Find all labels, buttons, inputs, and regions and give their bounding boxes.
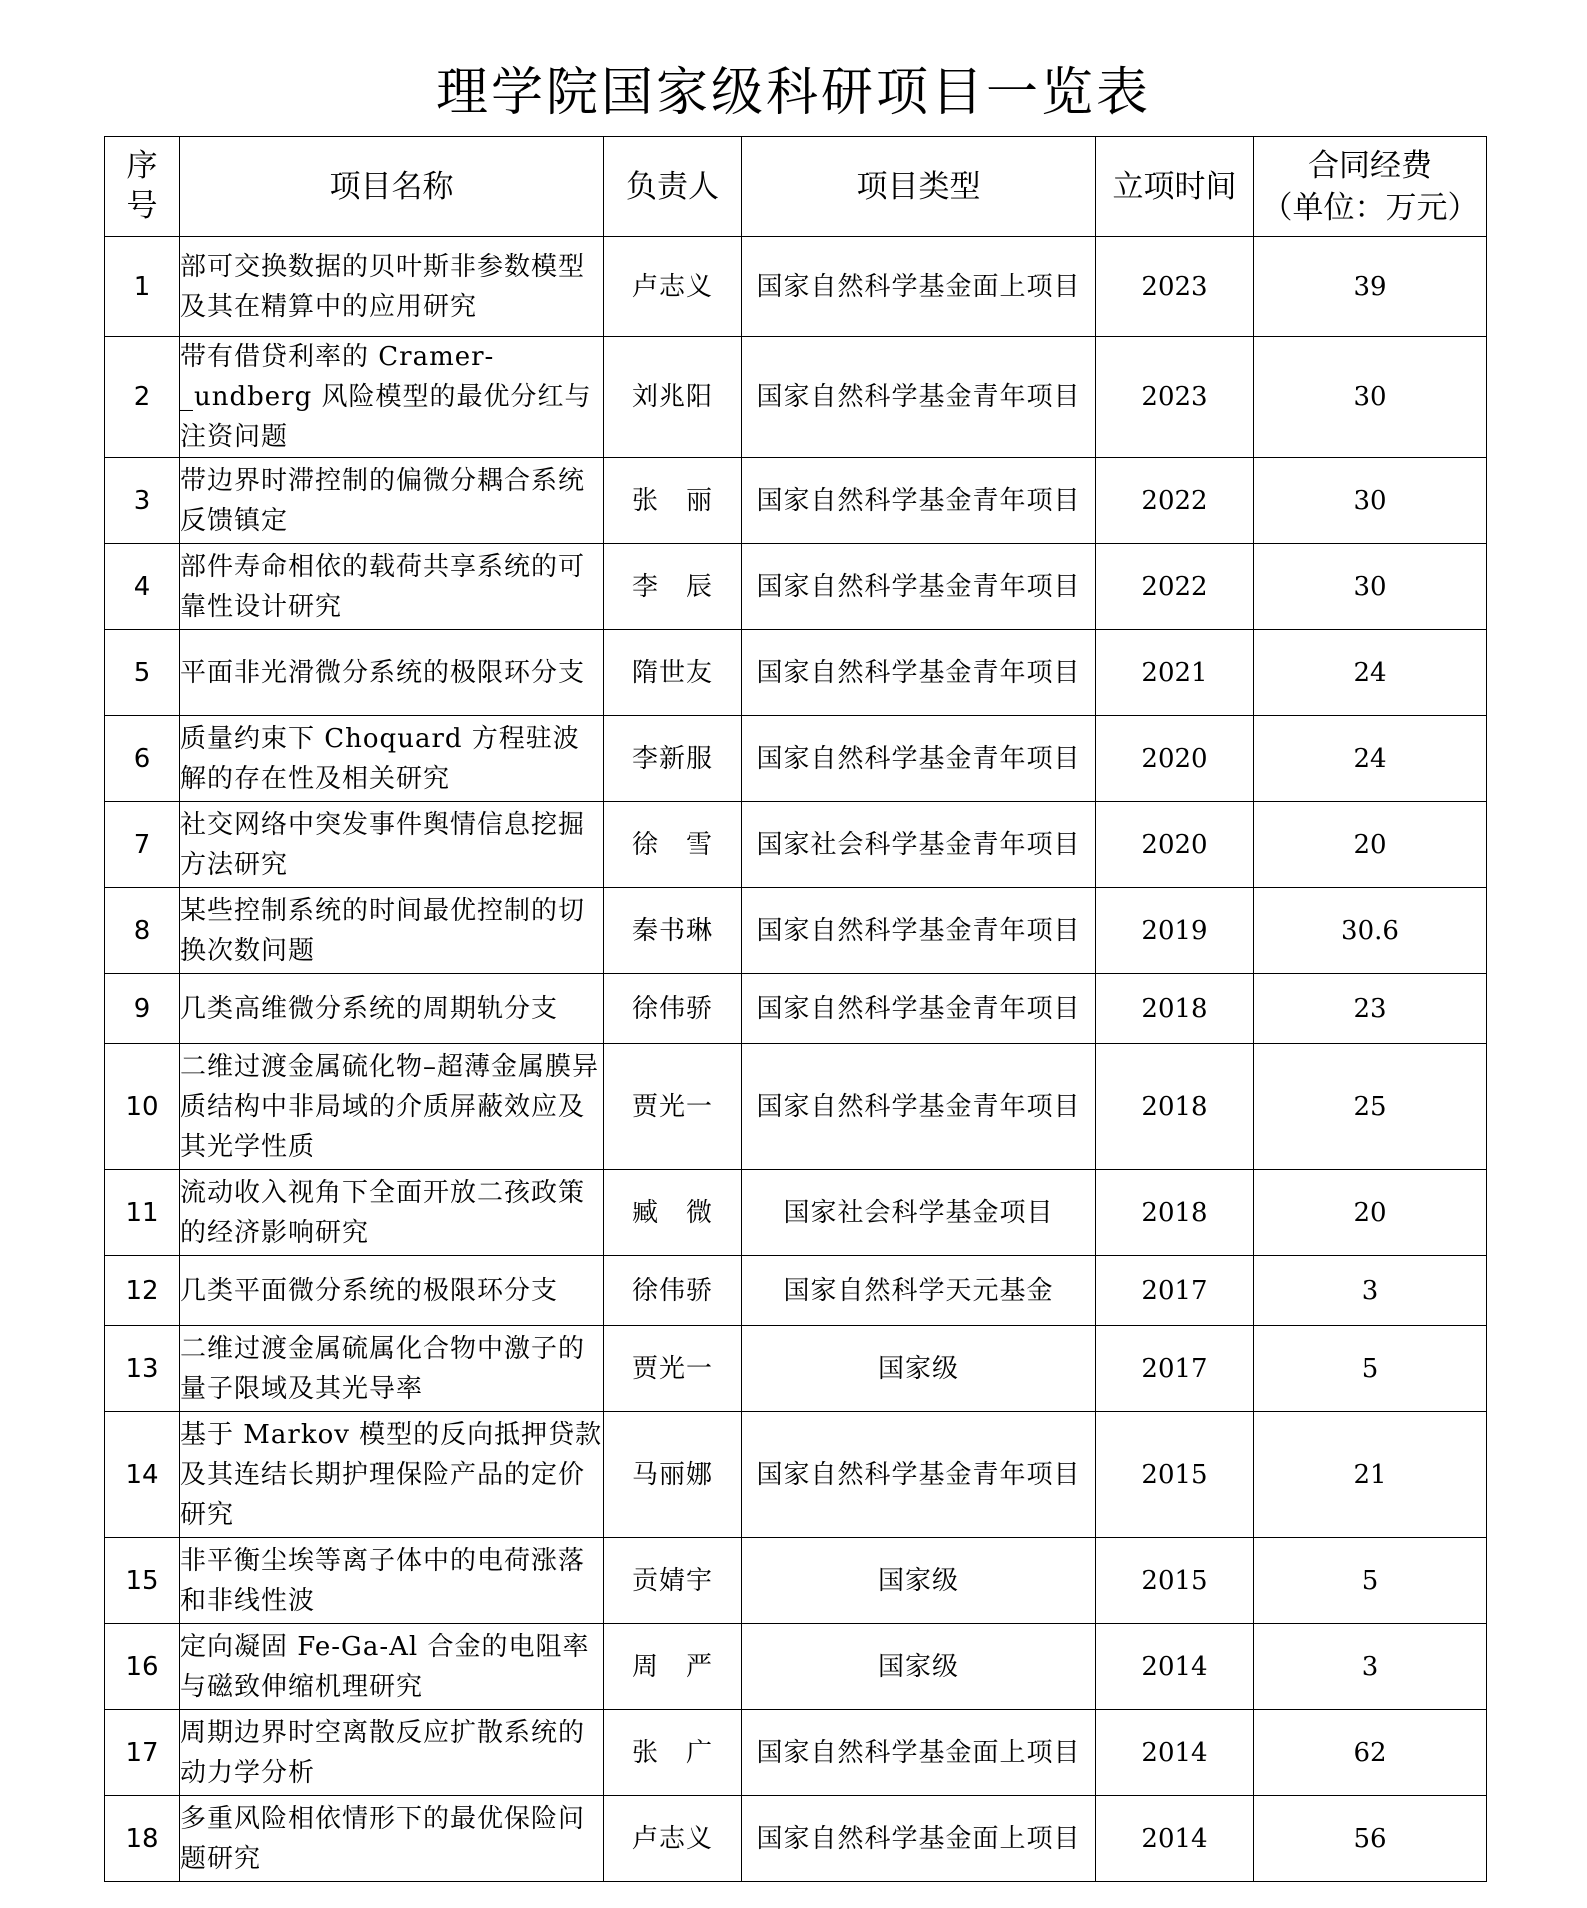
table-row <box>105 974 1487 1044</box>
cell-funding: 5 <box>1254 1538 1487 1624</box>
table-row <box>105 1412 1487 1538</box>
cell-funding: 30.6 <box>1254 888 1487 974</box>
cell-no: 17 <box>105 1710 180 1796</box>
cell-leader: 徐伟骄 <box>604 974 742 1044</box>
cell-year: 2019 <box>1096 888 1254 974</box>
header-year: 立项时间 <box>1096 137 1254 237</box>
cell-project-name: 基于 Markov 模型的反向抵押贷款及其连结长期护理保险产品的定价研究 <box>180 1412 604 1538</box>
cell-project-name: 部可交换数据的贝叶斯非参数模型及其在精算中的应用研究 <box>180 237 604 337</box>
cell-project-type: 国家自然科学基金青年项目 <box>742 974 1096 1044</box>
cell-no: 14 <box>105 1412 180 1538</box>
cell-leader: 贡婧宇 <box>604 1538 742 1624</box>
page-title: 理学院国家级科研项目一览表 <box>435 63 1151 123</box>
cell-no: 18 <box>105 1796 180 1882</box>
cell-project-name: 带有借贷利率的 Cramer-_undberg 风险模型的最优分红与注资问题 <box>180 337 604 458</box>
cell-no: 8 <box>105 888 180 974</box>
cell-no: 10 <box>105 1044 180 1170</box>
table-row <box>105 1326 1487 1412</box>
table-row <box>105 802 1487 888</box>
table-row <box>105 1044 1487 1170</box>
cell-project-type: 国家自然科学基金面上项目 <box>742 1796 1096 1882</box>
cell-no: 15 <box>105 1538 180 1624</box>
cell-project-type: 国家自然科学基金青年项目 <box>742 337 1096 458</box>
cell-funding: 20 <box>1254 1170 1487 1256</box>
cell-year: 2018 <box>1096 1044 1254 1170</box>
table-row <box>105 458 1487 544</box>
cell-funding: 39 <box>1254 237 1487 337</box>
table-row <box>105 337 1487 458</box>
cell-year: 2023 <box>1096 237 1254 337</box>
cell-no: 13 <box>105 1326 180 1412</box>
table-row <box>105 1624 1487 1710</box>
header-leader: 负责人 <box>604 137 742 237</box>
cell-project-name: 某些控制系统的时间最优控制的切换次数问题 <box>180 888 604 974</box>
header-funding <box>1254 137 1487 237</box>
cell-no: 7 <box>105 802 180 888</box>
cell-year: 2015 <box>1096 1538 1254 1624</box>
cell-leader: 张 广 <box>604 1710 742 1796</box>
cell-year: 2023 <box>1096 337 1254 458</box>
cell-project-type: 国家级 <box>742 1538 1096 1624</box>
header-type: 项目类型 <box>742 137 1096 237</box>
table-row <box>105 1796 1487 1882</box>
cell-year: 2017 <box>1096 1326 1254 1412</box>
cell-project-type: 国家自然科学基金青年项目 <box>742 458 1096 544</box>
cell-leader: 卢志义 <box>604 237 742 337</box>
cell-funding: 56 <box>1254 1796 1487 1882</box>
table-row <box>105 237 1487 337</box>
cell-year: 2022 <box>1096 458 1254 544</box>
cell-leader: 李 辰 <box>604 544 742 630</box>
cell-project-name: 流动收入视角下全面开放二孩政策的经济影响研究 <box>180 1170 604 1256</box>
cell-funding: 3 <box>1254 1256 1487 1326</box>
cell-no: 1 <box>105 237 180 337</box>
cell-year: 2015 <box>1096 1412 1254 1538</box>
cell-project-name: 非平衡尘埃等离子体中的电荷涨落和非线性波 <box>180 1538 604 1624</box>
cell-project-name: 多重风险相依情形下的最优保险问题研究 <box>180 1796 604 1882</box>
cell-project-name: 几类高维微分系统的周期轨分支 <box>180 974 604 1044</box>
cell-project-type: 国家社会科学基金项目 <box>742 1170 1096 1256</box>
cell-project-type: 国家自然科学基金青年项目 <box>742 716 1096 802</box>
cell-no: 6 <box>105 716 180 802</box>
table-row <box>105 630 1487 716</box>
cell-project-type: 国家社会科学基金青年项目 <box>742 802 1096 888</box>
cell-year: 2014 <box>1096 1710 1254 1796</box>
cell-funding: 30 <box>1254 337 1487 458</box>
cell-year: 2017 <box>1096 1256 1254 1326</box>
cell-funding: 20 <box>1254 802 1487 888</box>
cell-year: 2020 <box>1096 802 1254 888</box>
cell-leader: 隋世友 <box>604 630 742 716</box>
cell-no: 12 <box>105 1256 180 1326</box>
cell-project-type: 国家自然科学基金面上项目 <box>742 1710 1096 1796</box>
header-row <box>105 137 1487 237</box>
cell-leader: 贾光一 <box>604 1044 742 1170</box>
cell-project-type: 国家级 <box>742 1326 1096 1412</box>
cell-leader: 周 严 <box>604 1624 742 1710</box>
cell-project-name: 二维过渡金属硫属化合物中激子的量子限域及其光导率 <box>180 1326 604 1412</box>
table-row <box>105 1710 1487 1796</box>
table-body <box>105 237 1487 1882</box>
cell-project-name: 几类平面微分系统的极限环分支 <box>180 1256 604 1326</box>
cell-no: 11 <box>105 1170 180 1256</box>
cell-project-type: 国家级 <box>742 1624 1096 1710</box>
cell-year: 2021 <box>1096 630 1254 716</box>
table-row <box>105 1538 1487 1624</box>
cell-funding: 30 <box>1254 544 1487 630</box>
cell-leader: 徐伟骄 <box>604 1256 742 1326</box>
cell-project-type: 国家自然科学基金青年项目 <box>742 1044 1096 1170</box>
cell-project-name: 社交网络中突发事件舆情信息挖掘方法研究 <box>180 802 604 888</box>
cell-year: 2014 <box>1096 1624 1254 1710</box>
cell-funding: 24 <box>1254 630 1487 716</box>
cell-funding: 3 <box>1254 1624 1487 1710</box>
cell-funding: 23 <box>1254 974 1487 1044</box>
cell-funding: 21 <box>1254 1412 1487 1538</box>
cell-no: 2 <box>105 337 180 458</box>
cell-leader: 张 丽 <box>604 458 742 544</box>
cell-project-name: 质量约束下 Choquard 方程驻波解的存在性及相关研究 <box>180 716 604 802</box>
cell-project-name: 平面非光滑微分系统的极限环分支 <box>180 630 604 716</box>
cell-no: 5 <box>105 630 180 716</box>
cell-project-name: 周期边界时空离散反应扩散系统的动力学分析 <box>180 1710 604 1796</box>
cell-project-name: 定向凝固 Fe-Ga-Al 合金的电阻率与磁致伸缩机理研究 <box>180 1624 604 1710</box>
cell-leader: 贾光一 <box>604 1326 742 1412</box>
cell-leader: 马丽娜 <box>604 1412 742 1538</box>
header-funding-line2: （单位：万元） <box>1261 189 1479 226</box>
cell-funding: 30 <box>1254 458 1487 544</box>
cell-funding: 24 <box>1254 716 1487 802</box>
cell-funding: 62 <box>1254 1710 1487 1796</box>
cell-year: 2018 <box>1096 974 1254 1044</box>
header-funding-line1: 合同经费 <box>1308 147 1432 184</box>
cell-funding: 25 <box>1254 1044 1487 1170</box>
cell-no: 4 <box>105 544 180 630</box>
cell-leader: 徐 雪 <box>604 802 742 888</box>
cell-year: 2022 <box>1096 544 1254 630</box>
cell-leader: 臧 微 <box>604 1170 742 1256</box>
cell-year: 2014 <box>1096 1796 1254 1882</box>
cell-project-type: 国家自然科学天元基金 <box>742 1256 1096 1326</box>
table-row <box>105 716 1487 802</box>
cell-project-type: 国家自然科学基金青年项目 <box>742 630 1096 716</box>
cell-year: 2020 <box>1096 716 1254 802</box>
cell-funding: 5 <box>1254 1326 1487 1412</box>
projects-table <box>104 136 1487 1882</box>
cell-project-type: 国家自然科学基金青年项目 <box>742 888 1096 974</box>
cell-project-type: 国家自然科学基金青年项目 <box>742 1412 1096 1538</box>
cell-leader: 卢志义 <box>604 1796 742 1882</box>
cell-project-type: 国家自然科学基金青年项目 <box>742 544 1096 630</box>
table-row <box>105 1256 1487 1326</box>
cell-leader: 刘兆阳 <box>604 337 742 458</box>
table-row <box>105 544 1487 630</box>
cell-no: 9 <box>105 974 180 1044</box>
header-name: 项目名称 <box>180 137 604 237</box>
cell-project-name: 带边界时滞控制的偏微分耦合系统反馈镇定 <box>180 458 604 544</box>
cell-no: 3 <box>105 458 180 544</box>
cell-project-name: 二维过渡金属硫化物–超薄金属膜异质结构中非局域的介质屏蔽效应及其光学性质 <box>180 1044 604 1170</box>
cell-project-type: 国家自然科学基金面上项目 <box>742 237 1096 337</box>
cell-no: 16 <box>105 1624 180 1710</box>
cell-leader: 秦书琳 <box>604 888 742 974</box>
header-no: 序号 <box>105 137 180 237</box>
table-row <box>105 888 1487 974</box>
cell-year: 2018 <box>1096 1170 1254 1256</box>
cell-leader: 李新服 <box>604 716 742 802</box>
cell-project-name: 部件寿命相依的载荷共享系统的可靠性设计研究 <box>180 544 604 630</box>
table-row <box>105 1170 1487 1256</box>
